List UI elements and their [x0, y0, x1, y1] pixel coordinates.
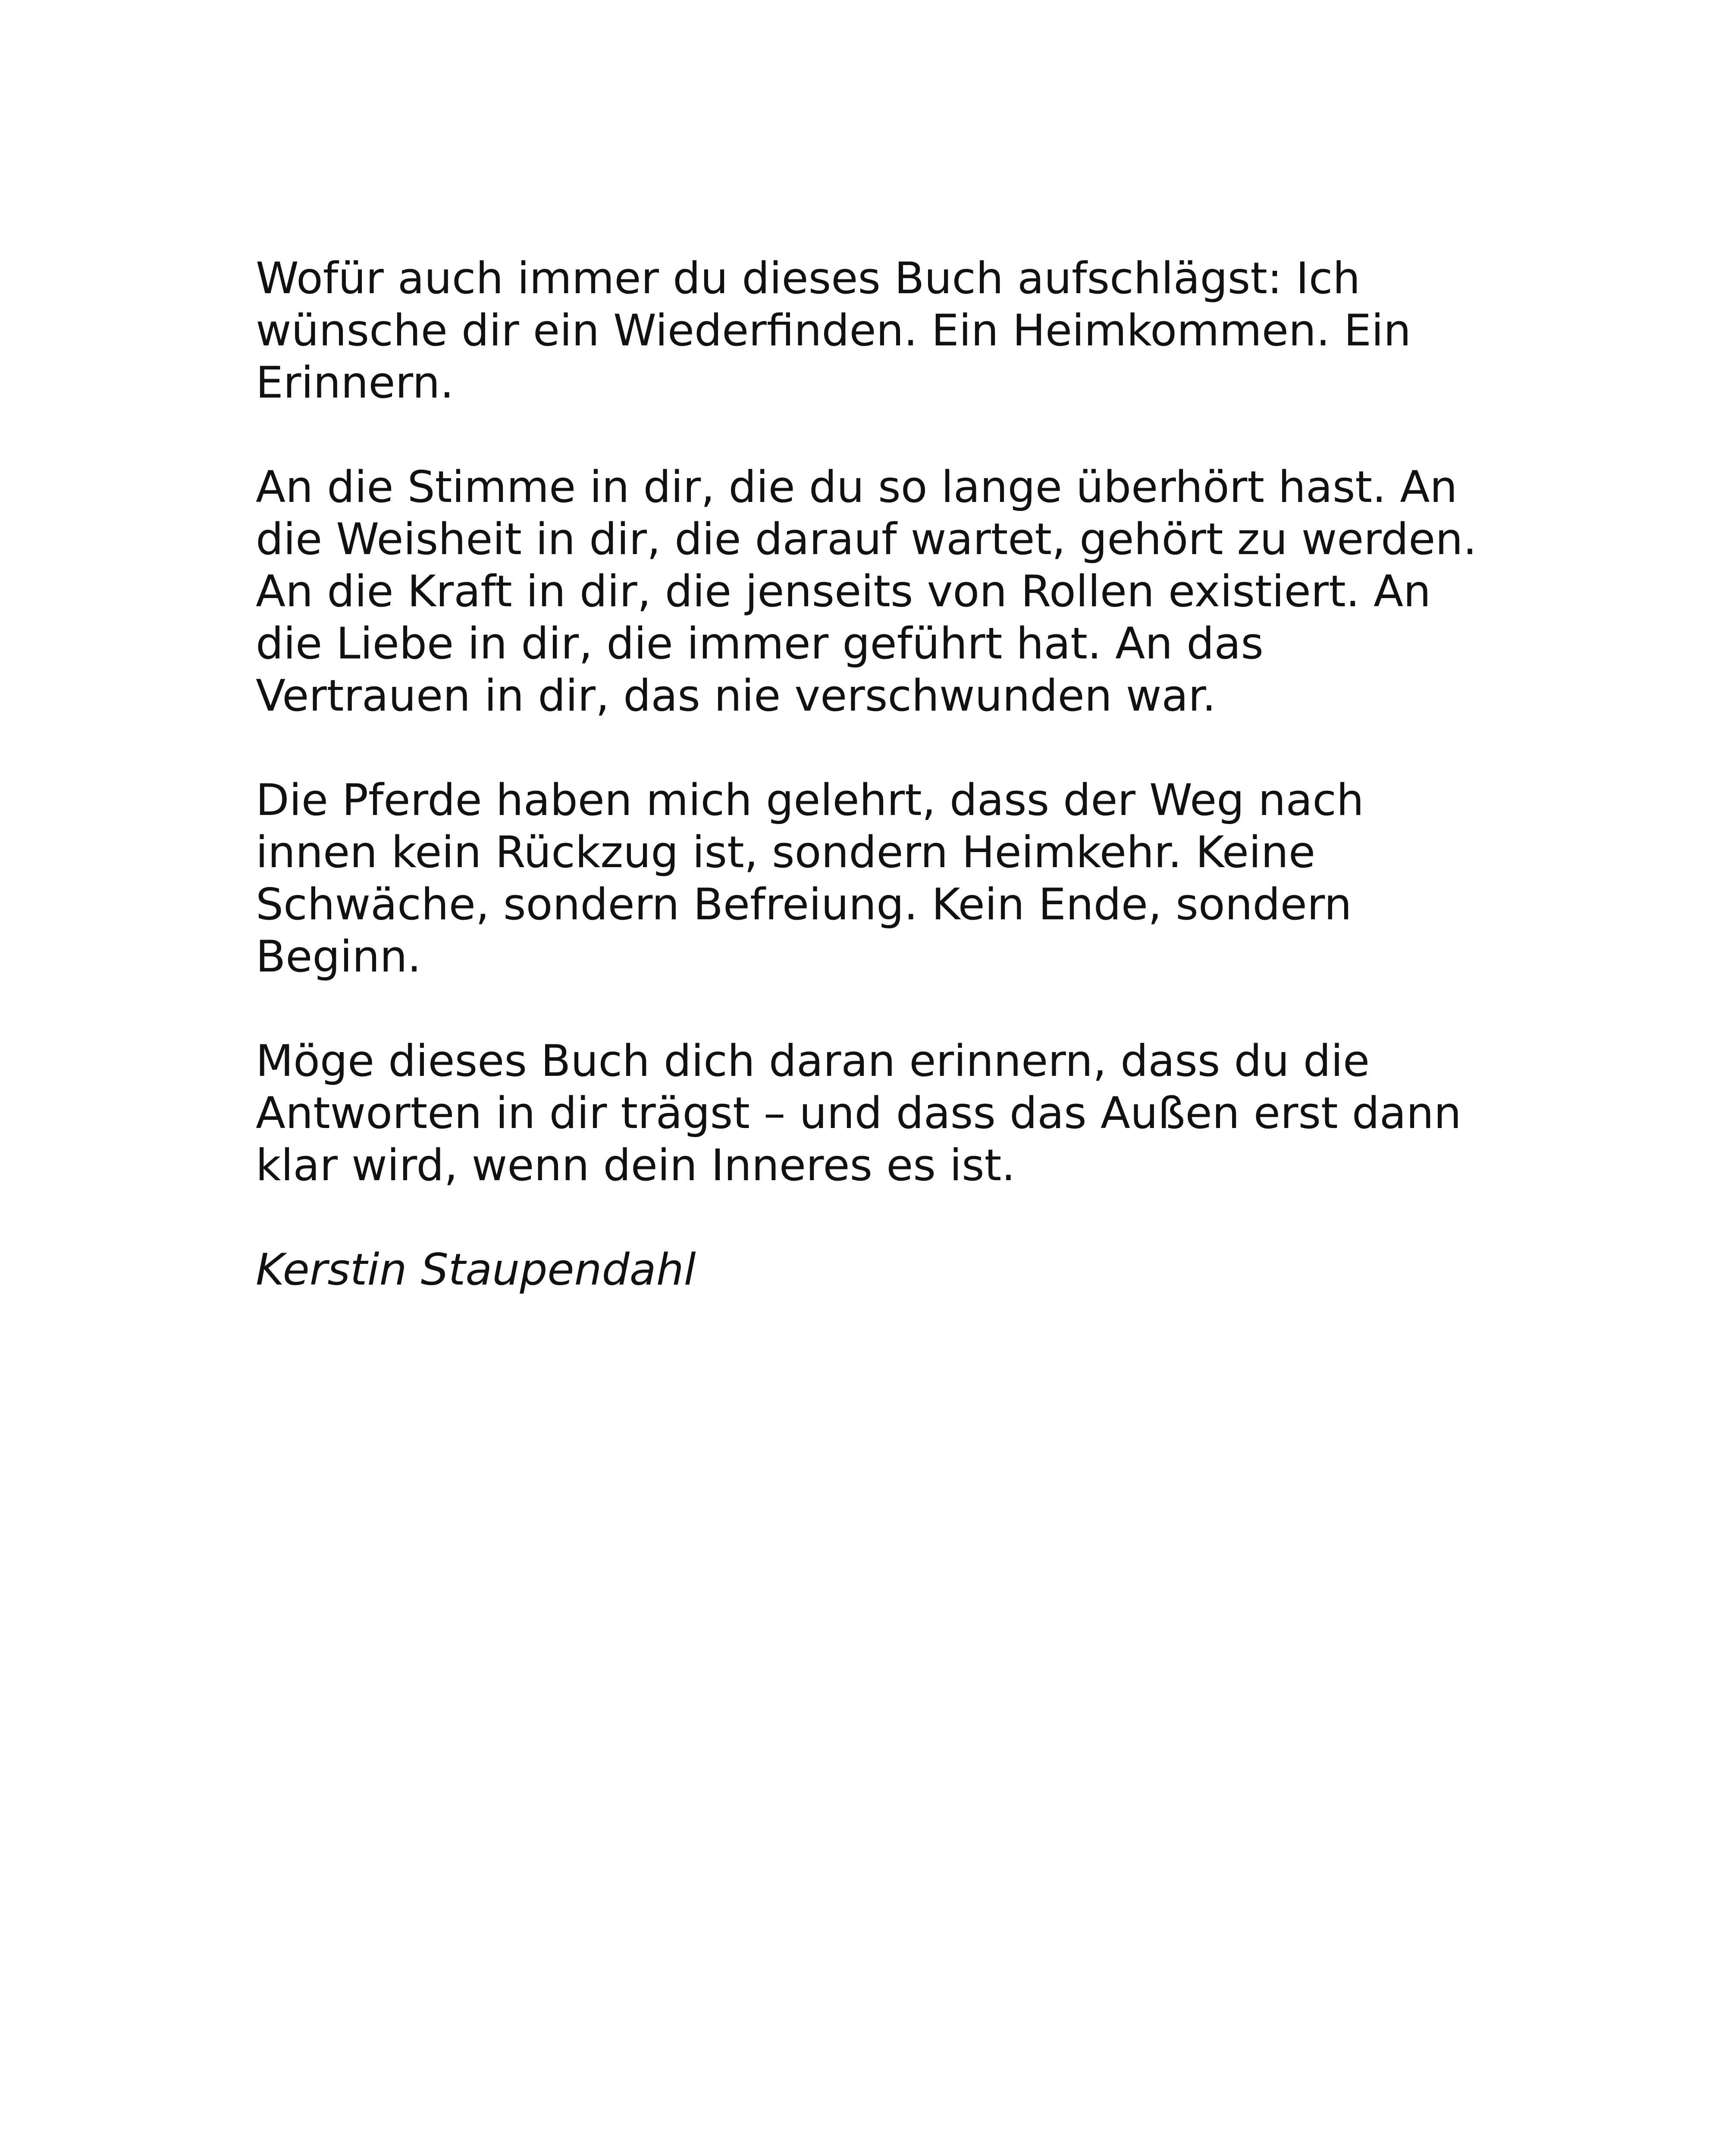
text-line: die Liebe in dir, die immer geführt hat. An das: [256, 618, 1264, 669]
text-line: klar wird, wenn dein Inneres es ist.: [256, 1140, 1016, 1191]
text-line: Möge dieses Buch dich daran erinnern, dass du die: [256, 1035, 1370, 1086]
text-line: Beginn.: [256, 931, 421, 982]
text-line: An die Stimme in dir, die du so lange überhört hast. An: [256, 461, 1458, 512]
paragraph-spacer: [256, 983, 1549, 1035]
paragraph-spacer: [256, 722, 1549, 774]
author-signature: Kerstin Staupendahl: [256, 1244, 696, 1295]
text-line: An die Kraft in dir, die jenseits von Rollen existiert. An: [256, 566, 1431, 617]
text-line: Wofür auch immer du dieses Buch aufschlägst: Ich: [256, 253, 1361, 304]
text-line: Die Pferde haben mich gelehrt, dass der Weg nach: [256, 774, 1364, 825]
text-line: innen kein Rückzug ist, sondern Heimkehr. Keine: [256, 827, 1316, 877]
text-line: Schwäche, sondern Befreiung. Kein Ende, sondern: [256, 879, 1352, 930]
text-line: die Weisheit in dir, die darauf wartet, gehört zu werden.: [256, 514, 1477, 564]
text-line: Vertrauen in dir, das nie verschwunden war.: [256, 670, 1216, 721]
paragraph-spacer: [256, 409, 1549, 461]
text-line: Antworten in dir trägst – und dass das Außen erst dann: [256, 1087, 1461, 1138]
paragraph: [256, 774, 1549, 983]
paragraph-spacer: [256, 1191, 1549, 1244]
body-text: [256, 252, 1549, 1296]
text-line: wünsche dir ein Wiederfinden. Ein Heimkommen. Ein: [256, 305, 1411, 356]
paragraph: [256, 461, 1549, 722]
paragraph: [256, 1035, 1549, 1191]
paragraph: [256, 252, 1549, 409]
text-line: Erinnern.: [256, 357, 454, 408]
